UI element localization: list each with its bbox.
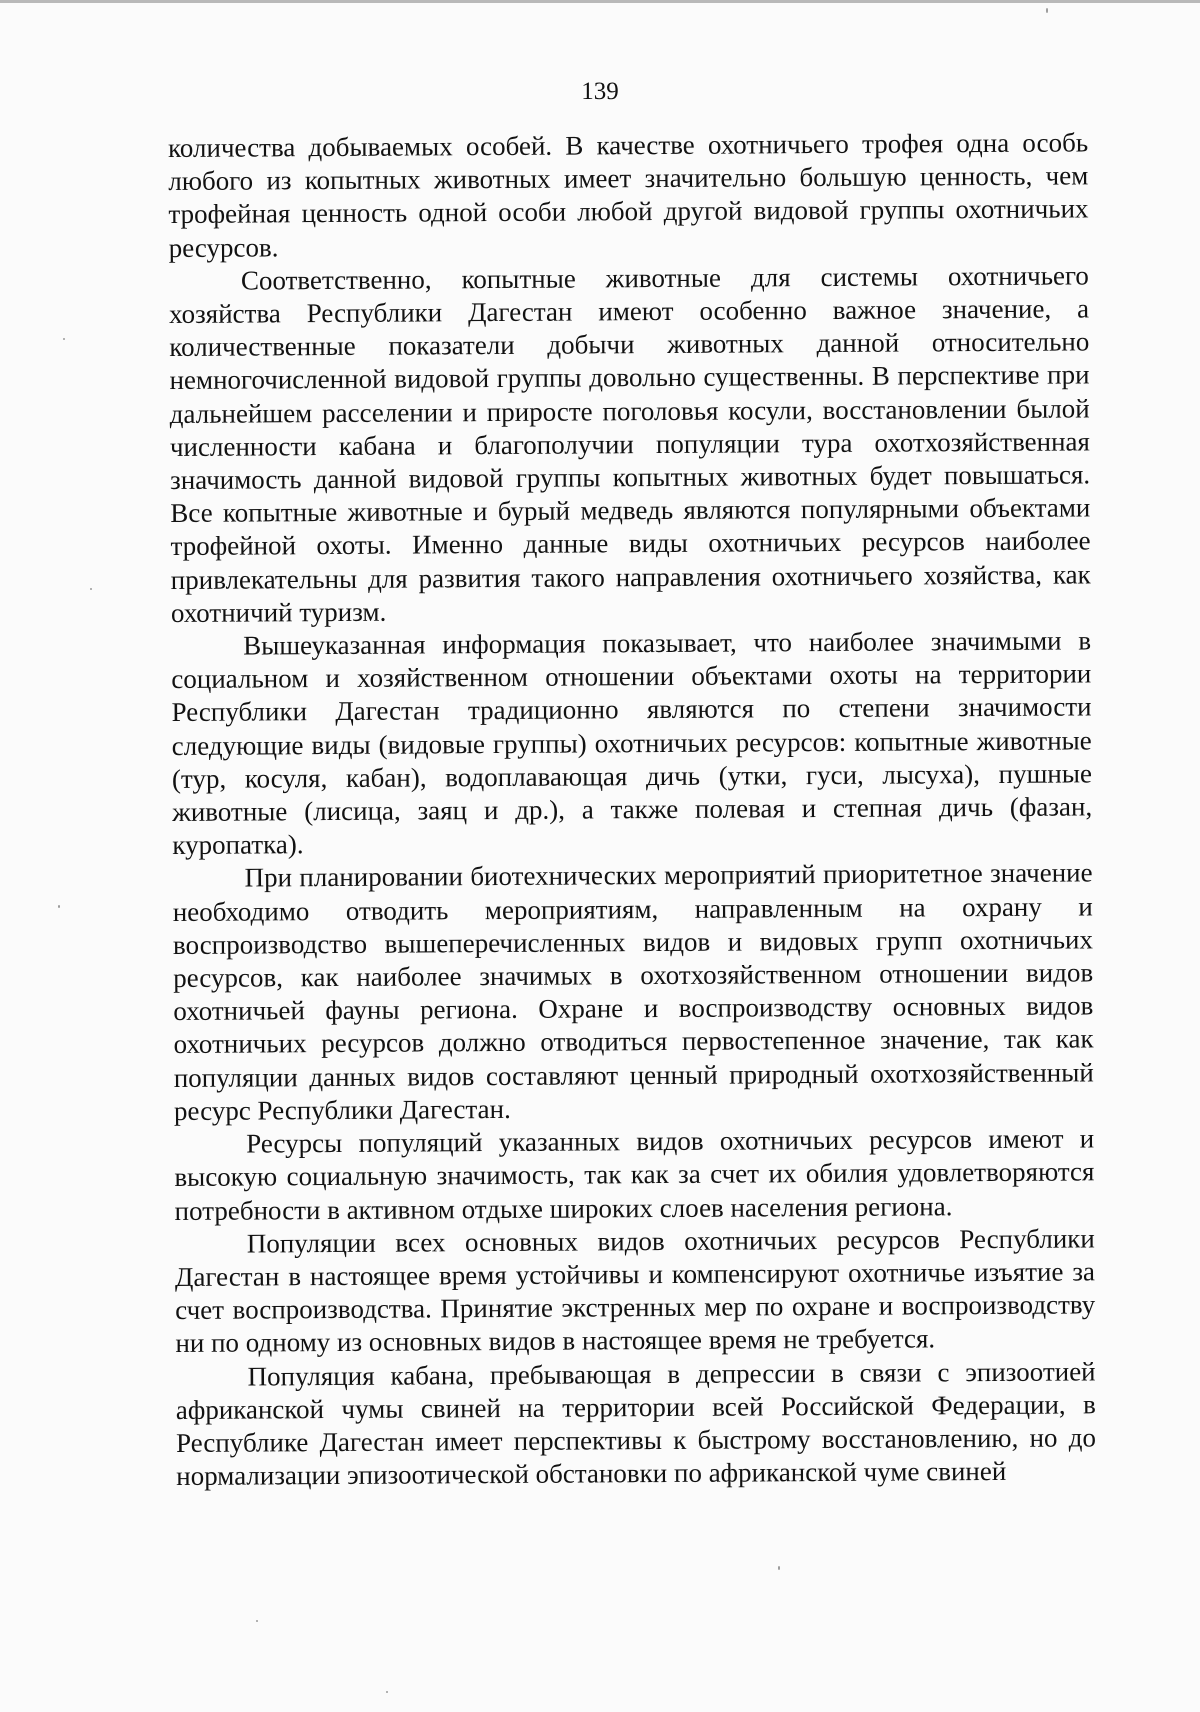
scan-speck [58, 905, 60, 908]
scan-speck [63, 338, 65, 340]
scan-speck [386, 1691, 388, 1693]
scan-speck [256, 1620, 258, 1622]
paragraph-4: При планировании биотехнических мероприятий приоритетное значение необходимо отводить мероприятиям, направленным на охрану и воспроизводство вышеперечисленных видов и видовых групп охотничьих ресурсов, как наиболее значимых в охотхозяйственном отношении видов охотничьей фауны региона. Охране и воспроизводству основных видов охотничьих ресурсов должно отводиться первостепенное значение, так как популяции данных видов составляют ценный природный охотхозяйственный ресурс Республики Дагестан. [172, 857, 1094, 1126]
paragraph-5: Ресурсы популяций указанных видов охотничьих ресурсов имеют и высокую социальную значимость, так как за счет их обилия удовлетворяются потребности в активном отдыхе широких слоев населения региона. [174, 1123, 1095, 1226]
scan-speck [1046, 8, 1048, 13]
paragraph-3: Вышеуказанная информация показывает, что наиболее значимыми в социальном и хозяйственном отношении объектами охоты на территории Республики Дагестан традиционно являются по степени значимости следующие виды (видовые группы) охотничьих ресурсов: копытные животные (тур, косуля, кабан), водоплавающая дичь (утки, гуси, лысуха), пушные животные (лисица, заяц и др.), а также полевая и степная дичь (фазан, куропатка). [171, 625, 1093, 861]
scan-speck [90, 588, 92, 590]
scan-speck [778, 1566, 780, 1570]
paragraph-1: количества добываемых особей. В качестве охотничьего трофея одна особь любого из копытных животных имеет значительно большую ценность, чем трофейная ценность одной особи любой другой видовой группы охотничьих ресурсов. [168, 127, 1089, 263]
scan-edge [0, 0, 1200, 3]
body-text [168, 126, 1096, 1493]
paragraph-6: Популяции всех основных видов охотничьих ресурсов Республики Дагестан в настоящее время устойчивы и компенсируют охотничье изъятие за счет воспроизводства. Принятие экстренных мер по охране и воспроизводству ни по одному из основных видов в настоящее время не требуется. [174, 1223, 1096, 1359]
paragraph-2: Соответственно, копытные животные для системы охотничьего хозяйства Республики Дагестан имеют особенно важное значение, а количественные показатели добычи животных данной относительно немногочисленной видовой группы довольно существенны. В перспективе при дальнейшем расселении и приросте поголовья косули, восстановлении былой численности кабана и благополучии популяции тура охотхозяйственная значимость данной видовой группы копытных животных будет повышаться. Все копытные животные и бурый медведь являются популярными объектами трофейной охоты. Именно данные виды охотничьих ресурсов наиболее привлекательны для развития такого направления охотничьего хозяйства, как охотничий туризм. [169, 260, 1091, 628]
page-number: 139 [581, 78, 619, 105]
paragraph-7: Популяция кабана, пребывающая в депрессии в связи с эпизоотией африканской чумы свиней на территории всей Российской Федерации, в Республике Дагестан имеет перспективы к быстрому восстановлению, но до нормализации эпизоотической обстановки по африканской чуме свиней [175, 1355, 1097, 1492]
